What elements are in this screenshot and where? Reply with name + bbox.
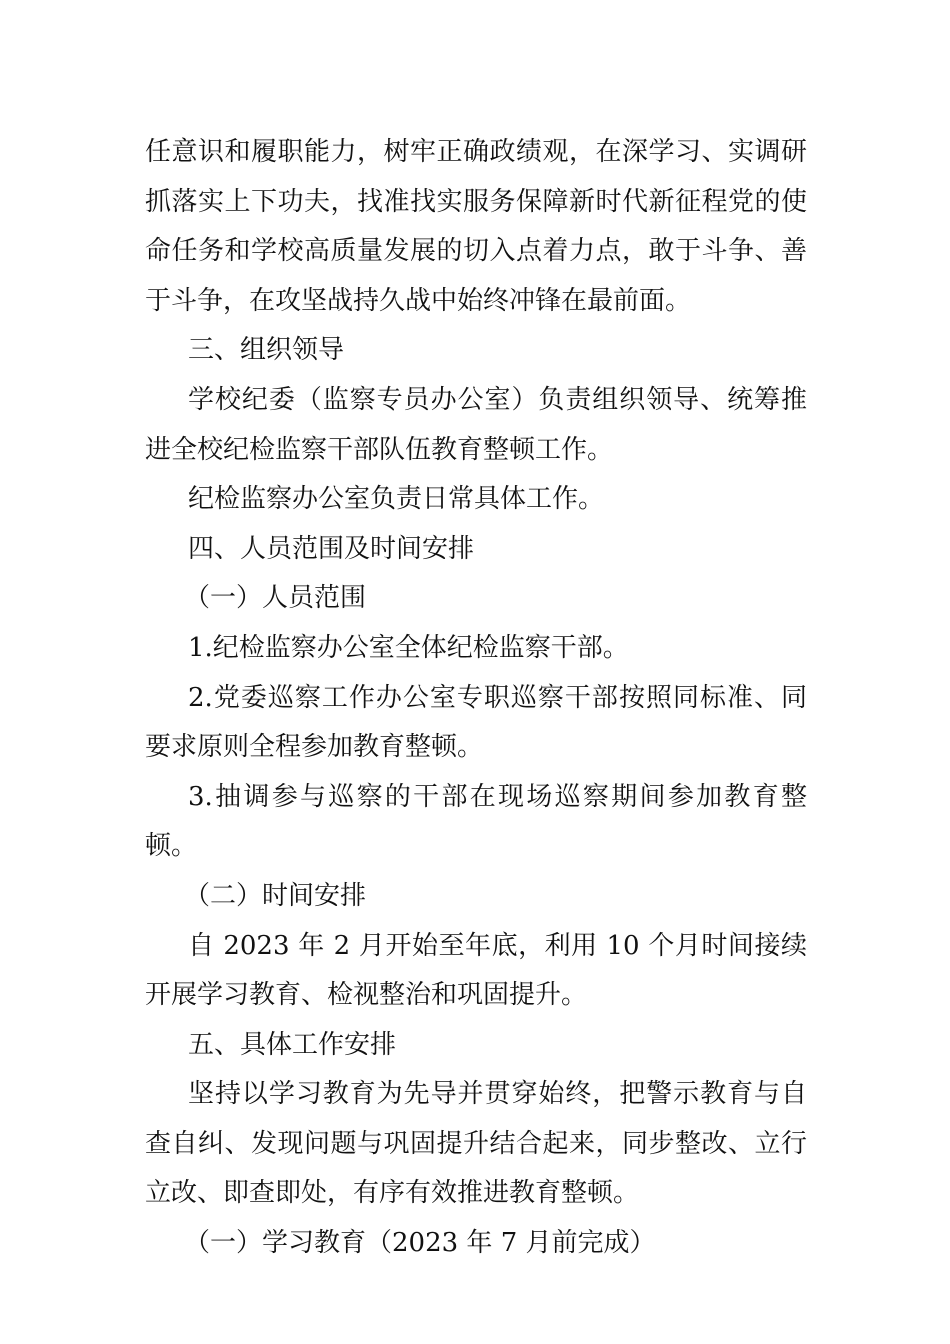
subheading-time-schedule: （二）时间安排: [184, 880, 367, 911]
document-body: [145, 128, 807, 1269]
paragraph-organization-leadership: 学校纪委（监察专员办公室）负责组织领导、统筹推进全校纪检监察干部队伍教育整顿工作。: [145, 384, 807, 465]
subheading-study-education: （一）学习教育（2023 年 7 月前完成）: [184, 1228, 656, 1259]
paragraph-time-schedule: 自 2023 年 2 月开始至年底，利用 10 个月时间接续开展学习教育、检视整治和巩固提升。: [145, 930, 807, 1011]
paragraph-work-arrangements: 坚持以学习教育为先导并贯穿始终，把警示教育与自查自纠、发现问题与巩固提升结合起来，同步整改、立行立改、即查即处，有序有效推进教育整顿。: [145, 1079, 807, 1209]
section-heading-organization: 三、组织领导: [188, 335, 345, 366]
list-item-1: 1.纪检监察办公室全体纪检监察干部。: [188, 632, 629, 663]
paragraph-daily-work: 纪检监察办公室负责日常具体工作。: [188, 484, 605, 515]
list-item-3: 3.抽调参与巡察的干部在现场巡察期间参加教育整顿。: [145, 781, 807, 862]
paragraph-continuation: 任意识和履职能力，树牢正确政绩观，在深学习、实调研抓落实上下功夫，找准找实服务保障新时代新征程党的使命任务和学校高质量发展的切入点着力点，敢于斗争、善于斗争，在攻坚战持久战中始终冲锋在最前面。: [145, 137, 807, 316]
list-item-2: 2.党委巡察工作办公室专职巡察干部按照同标准、同要求原则全程参加教育整顿。: [145, 682, 807, 763]
section-heading-work-arrangements: 五、具体工作安排: [188, 1029, 397, 1060]
section-heading-personnel-schedule: 四、人员范围及时间安排: [188, 533, 475, 564]
subheading-personnel-scope: （一）人员范围: [184, 583, 367, 614]
